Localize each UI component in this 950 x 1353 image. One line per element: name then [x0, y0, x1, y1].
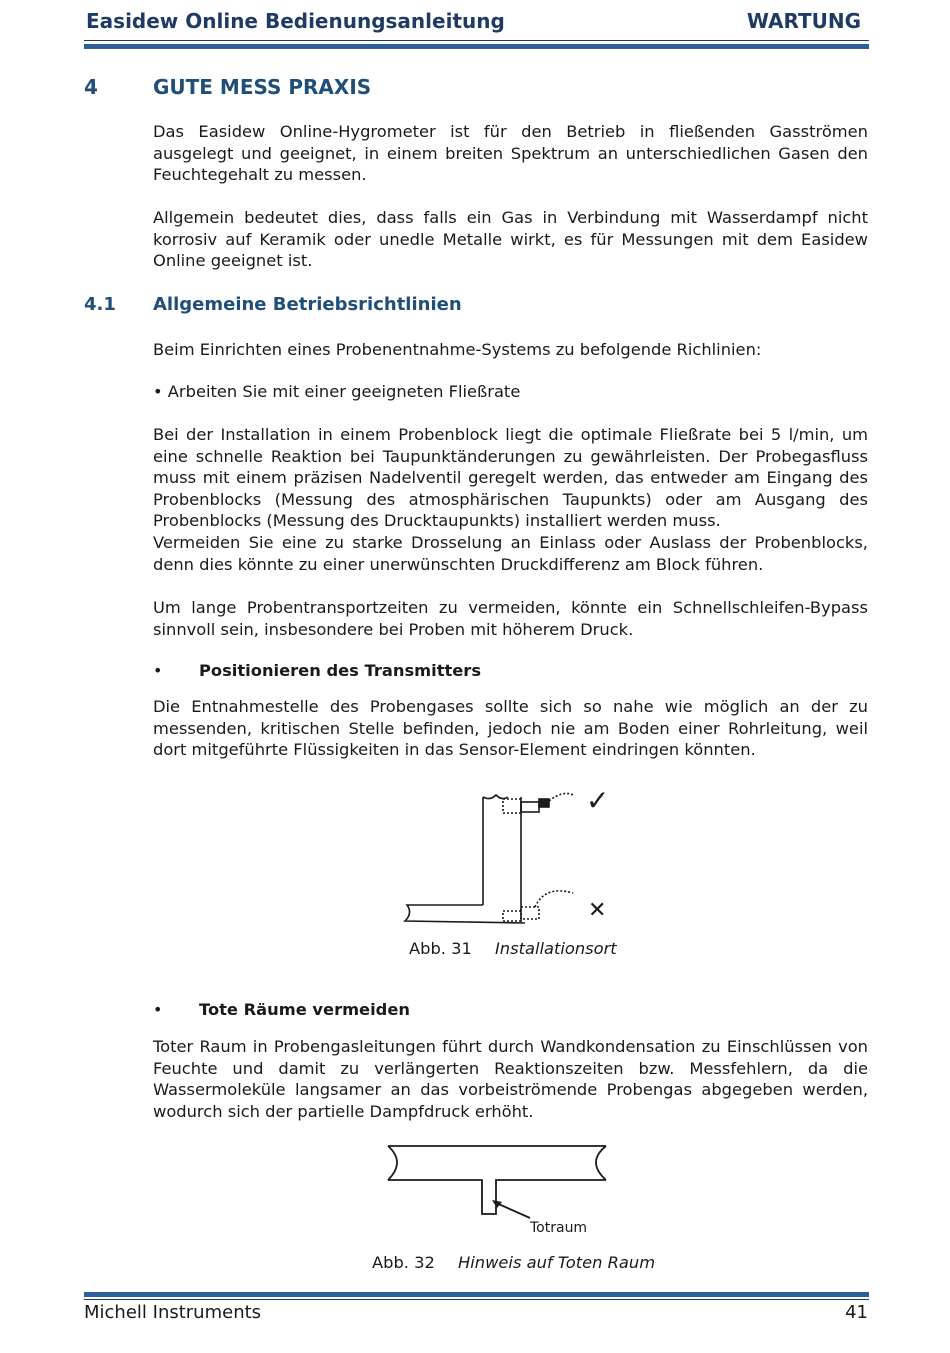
bullet-dot: •: [153, 661, 163, 680]
paragraph-bypass: Um lange Probentransportzeiten zu vermeiden, könnte ein Schnellschleifen-Bypass sinnvoll sein, insbesondere bei Proben mit höherem Druck.: [153, 598, 868, 639]
section-title: GUTE MESS PRAXIS: [153, 75, 372, 99]
bullet-flow-rate: • Arbeiten Sie mit einer geeigneten Fließrate: [153, 382, 521, 401]
dead-space-label: Totraum: [530, 1220, 588, 1236]
subsection-number: 4.1: [84, 294, 116, 315]
footer-rule-thin: [84, 1299, 869, 1300]
figure-dead-space-diagram: [380, 1140, 615, 1220]
footer-company: Michell Instruments: [84, 1302, 262, 1323]
subsection-intro: Beim Einrichten eines Probenentnahme-Systems zu befolgende Richlinien:: [153, 340, 762, 359]
figure-32-caption: Hinweis auf Toten Raum: [458, 1253, 656, 1272]
paragraph-dead-space: Toter Raum in Probengasleitungen führt durch Wandkondensation zu Einschlüssen von Feuchte und damit zu verlängerten Reaktionszeiten bzw. Messfehlern, da die Wassermoleküle langsamer an das vorbeiströmende Probengas abgegeben werden, wodurch sich der partielle Dampfdruck erhöht.: [153, 1037, 868, 1121]
bullet-position-title: Positionieren des Transmitters: [199, 661, 482, 680]
footer-rule-thick: [84, 1292, 869, 1297]
bullet-dot: •: [153, 1000, 163, 1019]
page-number: 41: [845, 1302, 868, 1323]
header-rule-thick: [84, 44, 869, 49]
paragraph-flow-rate: Bei der Installation in einem Probenblock liegt die optimale Fließrate bei 5 l/min, um eine schnelle Reaktion bei Taupunktänderungen zu gewährleisten. Der Probegasfluss muss mit einem präzisen Nadelventil geregelt werden, das entweder am Eingang des Probenblocks (Messung des atmosphärischen Taupunkts) oder am Ausgang des Probenblocks (Messung des Drucktaupunkts) installiert werden muss.: [153, 425, 868, 531]
paragraph-throttle: Vermeiden Sie eine zu starke Drosselung an Einlass oder Auslass der Probenblocks, denn dies könnte zu einer unerwünschten Druckdifferenz am Block führen.: [153, 533, 868, 574]
bullet-dead-space-title: Tote Räume vermeiden: [199, 1000, 410, 1019]
section-number: 4: [84, 75, 98, 99]
header-title: Easidew Online Bedienungsanleitung: [86, 9, 505, 33]
header-rule-thin: [84, 40, 869, 41]
section-paragraph-1: Das Easidew Online-Hygrometer ist für den Betrieb in fließenden Gasströmen ausgelegt und geeignet, in einem breiten Spektrum an unterschiedlichen Gasen den Feuchtegehalt zu messen.: [153, 122, 868, 185]
cross-icon: ✕: [588, 898, 607, 923]
section-paragraph-2: Allgemein bedeutet dies, dass falls ein Gas in Verbindung mit Wasserdampf nicht korrosiv auf Keramik oder unedle Metalle wirkt, es für Messungen mit dem Easidew Online geeignet ist.: [153, 208, 868, 271]
figure-31-number: Abb. 31: [409, 939, 472, 958]
figure-installation-diagram: [395, 785, 615, 930]
subsection-title: Allgemeine Betriebsrichtlinien: [153, 294, 462, 315]
header-section: WARTUNG: [746, 9, 861, 33]
figure-32-number: Abb. 32: [372, 1253, 435, 1272]
check-icon: ✓: [586, 784, 610, 817]
paragraph-position: Die Entnahmestelle des Probengases sollte sich so nahe wie möglich an der zu messenden, kritischen Stelle befinden, jedoch nie am Boden einer Rohrleitung, weil dort mitgeführte Flüssigkeiten in das Sensor-Element eindringen könnten.: [153, 697, 868, 760]
figure-31-caption: Installationsort: [495, 939, 617, 958]
